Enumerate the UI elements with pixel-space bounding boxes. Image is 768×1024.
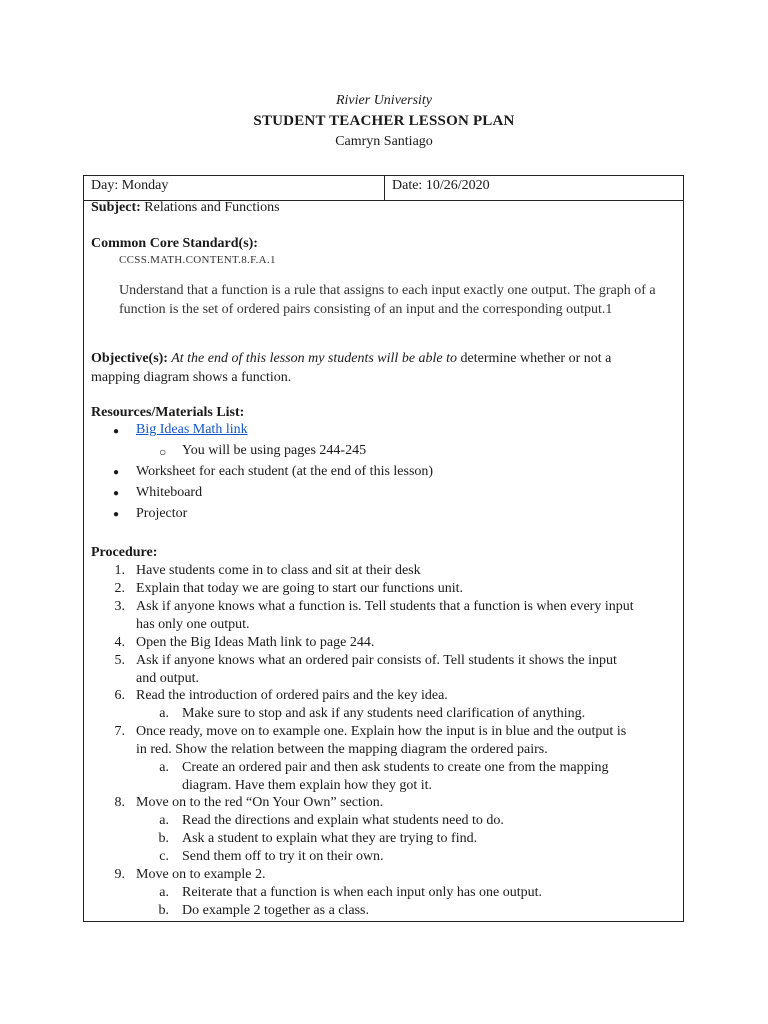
procedure-substep: Ask a student to explain what they are trying to find. xyxy=(182,831,478,846)
resource-item: Projector xyxy=(136,506,188,521)
author-name: Camryn Santiago xyxy=(335,134,433,149)
procedure-substep: Read the directions and explain what students need to do. xyxy=(182,813,504,828)
procedure-step: Ask if anyone knows what a function is. Tell students that a function is when every input xyxy=(136,599,634,614)
procedure-step: Have students come in to class and sit at their desk xyxy=(136,563,421,578)
objective-label: Objective(s): xyxy=(91,351,168,366)
resource-item: Worksheet for each student (at the end of this lesson) xyxy=(136,464,434,479)
standard-code: CCSS.MATH.CONTENT.8.F.A.1 xyxy=(119,254,276,266)
subject-value: Relations and Functions xyxy=(140,200,280,215)
resources-heading: Resources/Materials List: xyxy=(91,405,245,420)
procedure-substep: Reiterate that a function is when each input only has one output. xyxy=(182,885,543,900)
day-cell: Day: Monday xyxy=(91,178,169,193)
procedure-step: Move on to example 2. xyxy=(136,867,266,882)
objective-text: determine whether or not a xyxy=(457,351,612,366)
procedure-step-cont: in red. Show the relation between the mapping diagram the ordered pairs. xyxy=(136,742,548,757)
step-number: 9. xyxy=(114,867,125,882)
bullet-dot: ● xyxy=(113,467,120,478)
substep-letter: a. xyxy=(159,760,169,775)
step-number: 5. xyxy=(114,653,125,668)
subject-line xyxy=(91,200,280,216)
standard-description: Understand that a function is a rule that assigns to each input exactly one output. The graph of a function is the set of ordered pairs consisting of an input and the corresponding output.1 xyxy=(119,283,656,317)
step-number: 2. xyxy=(114,581,125,596)
procedure-step: Move on to the red “On Your Own” section. xyxy=(136,795,384,810)
substep-letter: a. xyxy=(159,706,169,721)
procedure-substep: Make sure to stop and ask if any students need clarification of anything. xyxy=(182,706,586,721)
bullet-dot: ● xyxy=(113,426,120,437)
step-number: 7. xyxy=(114,724,125,739)
subject-label: Subject: xyxy=(91,200,141,215)
bullet-dot: ● xyxy=(113,509,120,520)
substep-letter: c. xyxy=(159,849,169,864)
substep-letter: b. xyxy=(158,903,169,918)
substep-letter: a. xyxy=(159,885,169,900)
document-title: STUDENT TEACHER LESSON PLAN xyxy=(253,113,515,129)
objective-line-2: mapping diagram shows a function. xyxy=(91,370,292,385)
objective-italic: At the end of this lesson my students will be able to xyxy=(167,351,458,366)
objective-line xyxy=(91,351,611,367)
procedure-step: Explain that today we are going to start our functions unit. xyxy=(136,581,463,596)
procedure-step-cont: and output. xyxy=(136,671,199,686)
procedure-substep: Send them off to try it on their own. xyxy=(182,849,384,864)
day-date-row xyxy=(83,175,684,201)
substep-letter: b. xyxy=(158,831,169,846)
step-number: 1. xyxy=(114,563,125,578)
procedure-substep-cont: diagram. Have them explain how they got it. xyxy=(182,778,432,793)
procedure-substep: Do example 2 together as a class. xyxy=(182,903,369,918)
procedure-step: Read the introduction of ordered pairs and the key idea. xyxy=(136,688,448,703)
procedure-step: Once ready, move on to example one. Explain how the input is in blue and the output is xyxy=(136,724,627,739)
cell-divider xyxy=(384,176,385,200)
procedure-heading: Procedure: xyxy=(91,545,158,560)
big-ideas-math-link[interactable]: Big Ideas Math link xyxy=(136,422,248,437)
procedure-step-cont: has only one output. xyxy=(136,617,250,632)
bullet-dot: ● xyxy=(113,488,120,499)
procedure-substep: Create an ordered pair and then ask students to create one from the mapping xyxy=(182,760,609,775)
bullet-circle: ○ xyxy=(159,445,167,459)
step-number: 6. xyxy=(114,688,125,703)
standard-heading: Common Core Standard(s): xyxy=(91,236,258,251)
resource-subitem: You will be using pages 244-245 xyxy=(182,443,367,458)
step-number: 3. xyxy=(114,599,125,614)
university-name: Rivier University xyxy=(335,93,433,108)
lesson-plan-body xyxy=(83,199,684,922)
procedure-step: Ask if anyone knows what an ordered pair consists of. Tell students it shows the input xyxy=(136,653,617,668)
substep-letter: a. xyxy=(159,813,169,828)
procedure-step: Open the Big Ideas Math link to page 244. xyxy=(136,635,375,650)
step-number: 4. xyxy=(114,635,125,650)
step-number: 8. xyxy=(114,795,125,810)
date-cell: Date: 10/26/2020 xyxy=(392,178,490,193)
resource-item: Whiteboard xyxy=(136,485,203,500)
